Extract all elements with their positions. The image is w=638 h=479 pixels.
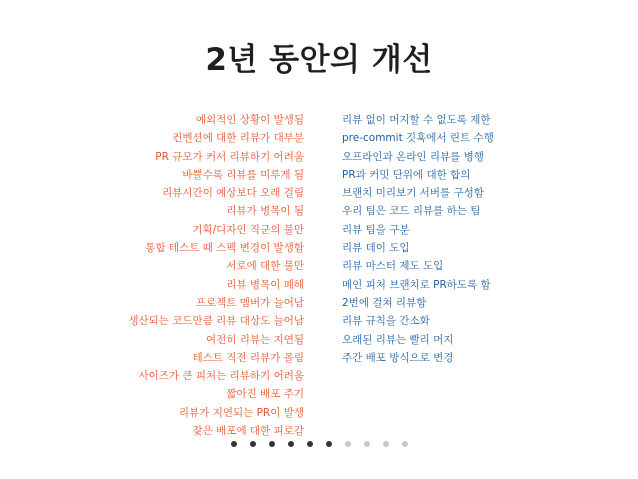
problem-item: 리뷰시간이 예상보다 오래 걸림 [162,187,304,200]
improvement-item: 오프라인과 온라인 리뷰를 병행 [342,150,484,163]
improvement-item: 리뷰 마스터 제도 도입 [342,260,444,273]
pager-dot[interactable] [402,441,408,447]
problem-item: 짧아진 배포 주기 [226,388,304,401]
improvement-item: 우리 팀은 코드 리뷰를 하는 팀 [342,205,481,218]
pager-dot[interactable] [231,441,237,447]
problem-item: 잦은 배포에 대한 피로감 [192,425,304,438]
problem-item: 여전히 리뷰는 지연됨 [206,333,304,346]
pager-dot[interactable] [383,441,389,447]
problem-item: 생산되는 코드만큼 리뷰 대상도 늘어남 [128,315,304,328]
pager-dot[interactable] [364,441,370,447]
problem-item: 기획/디자인 직군의 불만 [192,223,304,236]
pager-dot[interactable] [326,441,332,447]
problem-item: 통합 테스트 때 스펙 변경이 발생함 [145,242,304,255]
problem-item: 예외적인 상황이 발생됨 [195,114,304,126]
improvement-item: 메인 피처 브랜치로 PR하도록 함 [342,278,491,291]
problem-item: 프로젝트 멤버가 늘어남 [195,296,304,309]
problem-list [128,111,304,440]
problem-item: 리뷰 병목이 폐해 [226,278,304,291]
improvement-item: 리뷰 팀을 구분 [342,223,410,236]
improvement-item: PR과 커밋 단위에 대한 합의 [342,168,471,181]
problem-item: PR 규모가 커서 리뷰하기 어려움 [155,150,304,163]
slide-title: 2년 동안의 개선 [205,42,433,78]
improvement-item: 주간 배포 방식으로 변경 [342,351,454,364]
problem-item: 서로에 대한 불만 [226,260,304,273]
problem-item: 테스트 직전 리뷰가 몰림 [192,351,304,364]
improvement-item: 리뷰 규칙을 간소화 [342,315,430,328]
problem-item: 바쁠수록 리뷰를 미루게 됨 [182,168,304,181]
improvement-item: 리뷰 없이 머지할 수 없도록 제한 [342,114,491,126]
pager-dot[interactable] [269,441,275,447]
improvement-item: 오래된 리뷰는 빨리 머지 [342,333,454,346]
problem-item: 리뷰가 병목이 됨 [226,205,304,218]
improvement-item: 2번에 걸쳐 리뷰함 [342,296,427,309]
pager-dot[interactable] [307,441,313,447]
pager-dot[interactable] [345,441,351,447]
problem-item: 컨벤션에 대한 리뷰가 대부분 [172,132,304,145]
improvement-item: 리뷰 데이 도입 [342,242,410,255]
problem-item: 사이즈가 큰 피처는 리뷰하기 어려움 [138,370,304,383]
pager-dot[interactable] [250,441,256,447]
improvement-item: 브랜치 미리보기 서버를 구성함 [342,187,484,200]
improvement-item: pre-commit 깃훅에서 린트 수행 [342,132,494,145]
problem-item: 리뷰가 지연되는 PR이 발생 [178,406,304,419]
pager-dot[interactable] [288,441,294,447]
improvement-list [342,111,494,367]
slide-pager [0,438,638,450]
